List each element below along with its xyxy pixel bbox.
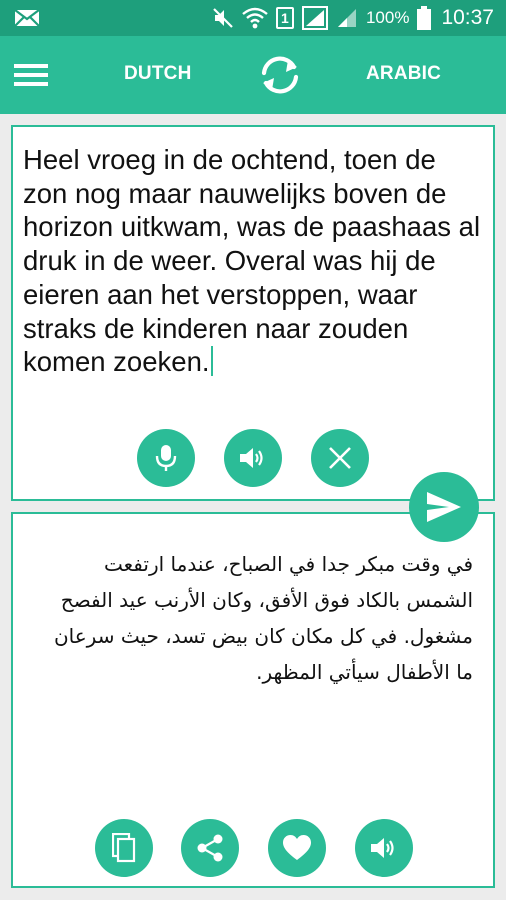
share-button[interactable] [181,819,239,877]
favorite-button[interactable] [268,819,326,877]
toolbar [0,36,506,114]
microphone-icon [152,443,180,473]
send-icon [425,490,463,524]
translate-button[interactable] [409,472,479,542]
speaker-icon [238,445,268,471]
sim-badge: 1 [276,7,294,29]
battery-percent: 100% [365,8,410,27]
clear-icon [327,445,353,471]
speak-translation-button[interactable] [355,819,413,877]
translation-panel [11,512,495,888]
swap-icon [255,50,305,100]
source-language-button[interactable]: DUTCH [124,63,192,84]
clock: 10:37 [441,6,494,29]
wifi-icon [242,7,268,29]
copy-button[interactable] [95,819,153,877]
battery-icon [417,6,431,30]
target-language-button[interactable]: ARABIC [366,63,442,84]
source-text: Heel vroeg in de ochtend, toen de zon nog maar nauwelijks boven de horizon uitkwam, was de paashaas al druk in de weer. Overal was hij de eieren aan het verstoppen, waar straks de kinderen naar zouden komen zoeken. [23,144,481,378]
speak-source-button[interactable] [224,429,282,487]
translated-text[interactable]: في وقت مبكر جدا في الصباح، عندما ارتفعت الشمس بالكاد فوق الأفق، وكان الأرنب عيد الفصح مشغول. في كل مكان كان بيض تسد، حيث سرعان ما الأطفال سيأتي المظهر. [53,552,473,684]
menu-icon [12,58,50,92]
menu-button[interactable] [12,58,50,92]
signal-icon [302,6,328,30]
source-text-panel [11,125,495,501]
swap-languages-button[interactable] [255,50,305,100]
email-icon [14,8,40,28]
source-text-input[interactable] [23,143,485,379]
status-bar [0,0,506,36]
mute-icon [212,7,234,29]
favorite-icon [282,834,312,862]
clear-text-button[interactable] [311,429,369,487]
speaker-icon [369,835,399,861]
signal-icon-2 [336,7,358,29]
copy-icon [112,833,136,863]
share-icon [195,833,225,863]
microphone-button[interactable] [137,429,195,487]
text-cursor [211,346,213,376]
